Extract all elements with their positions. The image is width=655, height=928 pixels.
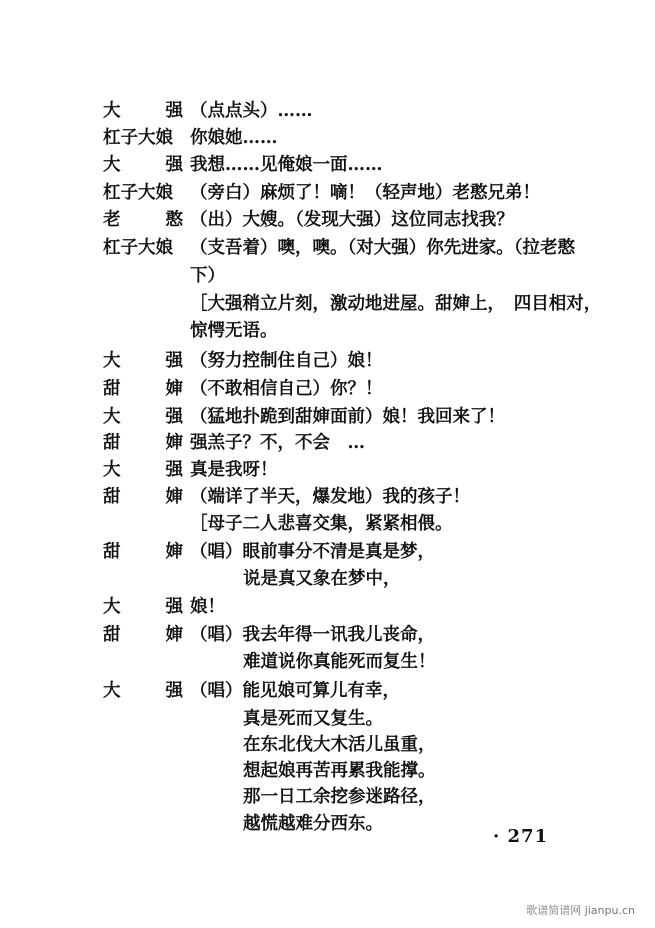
dialogue-text: （支吾着）噢，噢。（对大强）你先进家。（拉老憨 [190,238,575,258]
script-line [0,180,655,206]
speaker-char: 甜 [103,433,121,453]
speaker-char: 杠子大娘 [103,238,173,258]
script-line [0,784,655,810]
script-line [0,235,655,261]
speaker-name [103,678,183,704]
dialogue-text: （唱）眼前事分不清是真是梦， [190,542,435,562]
stage-direction: ［大强稍立片刻，激动地进屋。甜婶上， 四目相对， [190,294,602,314]
song-lyric: 难道说你真能死而复生！ [243,652,436,672]
script-line [0,152,655,178]
speaker-char: 大 [103,351,121,371]
speaker-char: 婶 [165,542,183,562]
song-lyric: 那一日工余挖参迷路径， [243,787,436,807]
script-line [0,318,655,344]
speaker-name [103,152,183,178]
script-line [0,430,655,456]
speaker-char: 强 [165,155,183,175]
speaker-char: 甜 [103,487,121,507]
speaker-name [103,376,183,402]
script-line [0,706,655,732]
speaker-char: 甜 [103,379,121,399]
speaker-char: 大 [103,407,121,427]
speaker-name [103,457,183,483]
dialogue-text: （唱）能见娘可算儿有幸， [190,681,400,701]
script-line [0,125,655,151]
script-line [0,457,655,483]
dialogue-text: 真是我呀！ [190,460,278,480]
stage-direction: 惊愕无语。 [190,321,278,341]
speaker-char: 婶 [165,433,183,453]
page-number: · 271 [493,826,549,847]
dialogue-text: （猛地扑跪到甜婶面前）娘！我回来了！ [190,407,505,427]
speaker-name [103,348,183,374]
speaker-name [103,539,183,565]
speaker-char: 杠子大娘 [103,128,173,148]
site-watermark: 歌谱简谱网 jianpu.cn [526,904,635,917]
song-lyric: 越慌越难分西东。 [243,814,383,834]
speaker-char: 大 [103,460,121,480]
script-line [0,678,655,704]
speaker-char: 大 [103,597,121,617]
script-line [0,649,655,675]
script-line [0,511,655,537]
speaker-name [103,207,183,233]
song-lyric: 想起娘再苦再累我能撑。 [243,761,436,781]
speaker-char: 大 [103,101,121,121]
script-line [0,811,655,837]
stage-direction: ［母子二人悲喜交集，紧紧相偎。 [190,514,453,534]
script-line [0,566,655,592]
dialogue-text: 强羔子？不，不会 … [190,433,365,453]
speaker-char: 婶 [165,379,183,399]
dialogue-text: 我想……见俺娘一面…… [190,155,383,175]
script-line [0,291,655,317]
script-line [0,484,655,510]
speaker-char: 婶 [165,487,183,507]
dialogue-text: （端详了半天，爆发地）我的孩子！ [190,487,470,507]
speaker-name [103,430,183,456]
speaker-name [103,484,183,510]
speaker-char: 大 [103,155,121,175]
script-line [0,376,655,402]
script-line [0,263,655,289]
dialogue-text: （不敢相信自己）你？！ [190,379,383,399]
script-line [0,348,655,374]
dialogue-text: （唱）我去年得一讯我儿丧命， [190,625,435,645]
dialogue-text: （旁白）麻烦了！嘀！（轻声地）老憨兄弟！ [190,183,540,203]
song-lyric: 在东北伐大木活儿虽重， [243,735,436,755]
speaker-char: 老 [103,210,121,230]
speaker-char: 憨 [165,210,183,230]
speaker-name [103,98,183,124]
dialogue-text: （努力控制住自己）娘！ [190,351,383,371]
script-line [0,732,655,758]
script-line [0,98,655,124]
speaker-char: 强 [165,597,183,617]
speaker-name [103,125,183,151]
dialogue-text: （出）大嫂。（发现大强）这位同志找我？ [190,210,514,230]
speaker-char: 婶 [165,625,183,645]
speaker-char: 甜 [103,625,121,645]
speaker-char: 强 [165,407,183,427]
dialogue-text: 娘！ [190,597,225,617]
stage-direction: 下） [190,266,225,286]
script-line [0,758,655,784]
script-line [0,404,655,430]
song-lyric: 真是死而又复生。 [243,709,383,729]
speaker-name [103,594,183,620]
speaker-char: 强 [165,460,183,480]
speaker-name [103,235,183,261]
dialogue-text: （点点头）…… [190,101,313,121]
speaker-char: 杠子大娘 [103,183,173,203]
speaker-char: 强 [165,681,183,701]
script-line [0,594,655,620]
script-line [0,207,655,233]
speaker-name [103,180,183,206]
script-line [0,539,655,565]
speaker-name [103,622,183,648]
speaker-char: 大 [103,681,121,701]
speaker-char: 甜 [103,542,121,562]
speaker-char: 强 [165,351,183,371]
speaker-char: 强 [165,101,183,121]
dialogue-text: 你娘她…… [190,128,278,148]
speaker-name [103,404,183,430]
script-line [0,622,655,648]
song-lyric: 说是真又象在梦中， [243,569,401,589]
